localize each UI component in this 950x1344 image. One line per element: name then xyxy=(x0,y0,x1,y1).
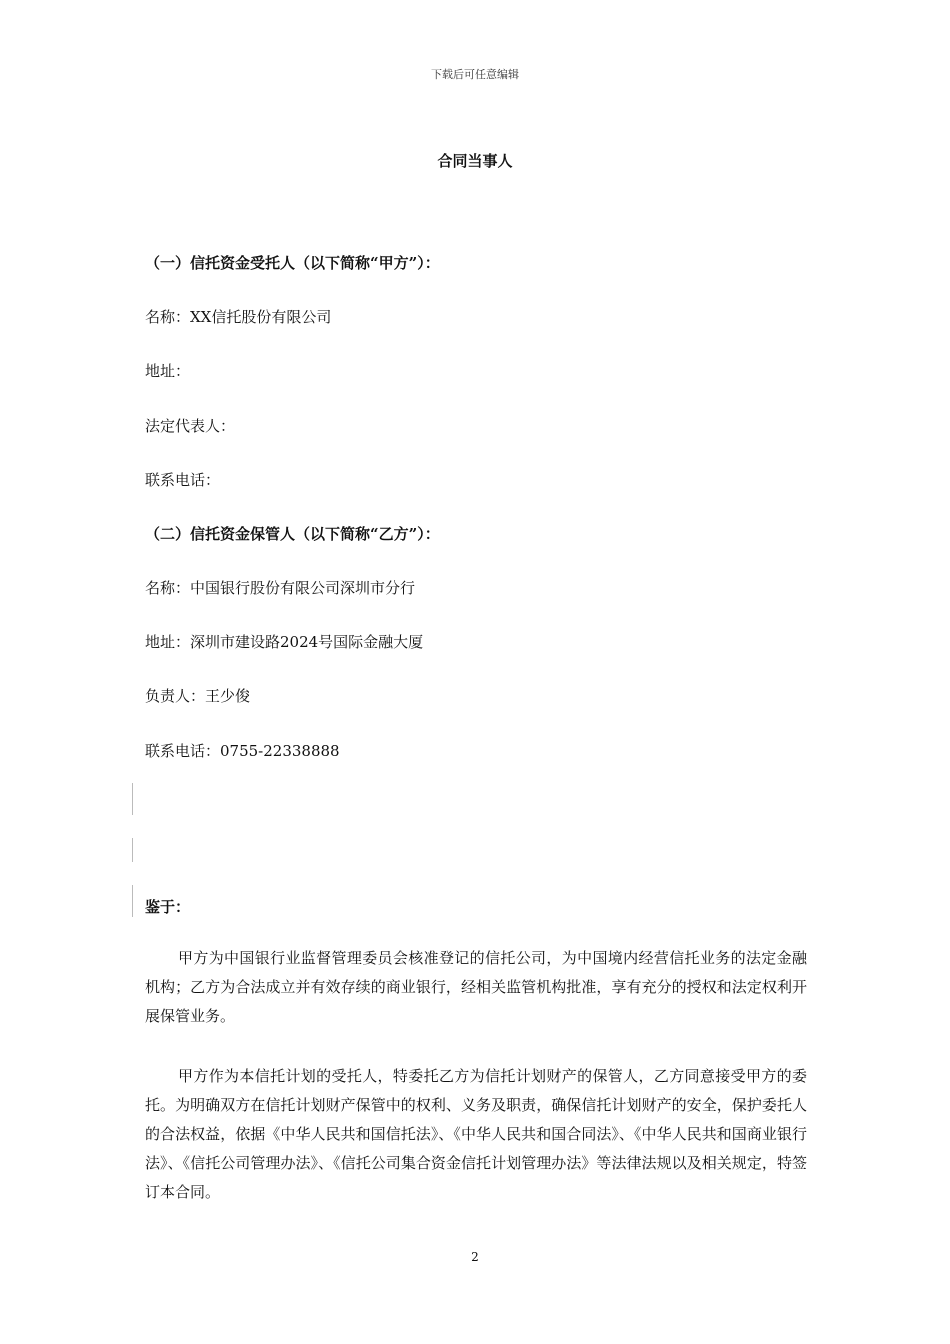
margin-mark xyxy=(132,783,133,815)
party-a-legal-representative: 法定代表人： xyxy=(145,417,236,435)
party-a-heading: （一）信托资金受托人（以下简称“甲方”）： xyxy=(145,254,440,272)
party-b-name: 名称：中国银行股份有限公司深圳市分行 xyxy=(145,579,416,597)
party-a-address: 地址： xyxy=(145,362,191,380)
party-a-name: 名称：XX信托股份有限公司 xyxy=(145,308,332,326)
party-b-address: 地址：深圳市建设路2024号国际金融大厦 xyxy=(145,633,424,651)
party-a-phone: 联系电话： xyxy=(145,471,221,489)
whereas-paragraph-1: 甲方为中国银行业监督管理委员会核准登记的信托公司，为中国境内经营信托业务的法定金融机构；乙方为合法成立并有效存续的商业银行，经相关监管机构批准，享有充分的授权和法定权利开展保管业务。 xyxy=(145,949,807,1025)
page-number: 2 xyxy=(471,1250,479,1264)
whereas-paragraph-2: 甲方作为本信托计划的受托人，特委托乙方为信托计划财产的保管人，乙方同意接受甲方的委托。为明确双方在信托计划财产保管中的权利、义务及职责，确保信托计划财产的安全，保护委托人的合法权益，依据《中华人民共和国信托法》、《中华人民共和国合同法》、《中华人民共和国商业银行法》、《信托公司管理办法》、《信托公司集合资金信托计划管理办法》等法律法规以及相关规定，特签订本合同。 xyxy=(145,1067,807,1201)
party-b-responsible-person: 负责人：王少俊 xyxy=(145,687,251,705)
party-b-heading: （二）信托资金保管人（以下简称“乙方”）： xyxy=(145,525,440,543)
page-header-note: 下载后可任意编辑 xyxy=(431,68,519,81)
whereas-heading: 鉴于： xyxy=(145,898,191,916)
margin-mark xyxy=(132,885,133,917)
document-title: 合同当事人 xyxy=(437,152,513,170)
margin-mark xyxy=(132,838,133,862)
party-b-phone: 联系电话：0755-22338888 xyxy=(145,742,340,760)
